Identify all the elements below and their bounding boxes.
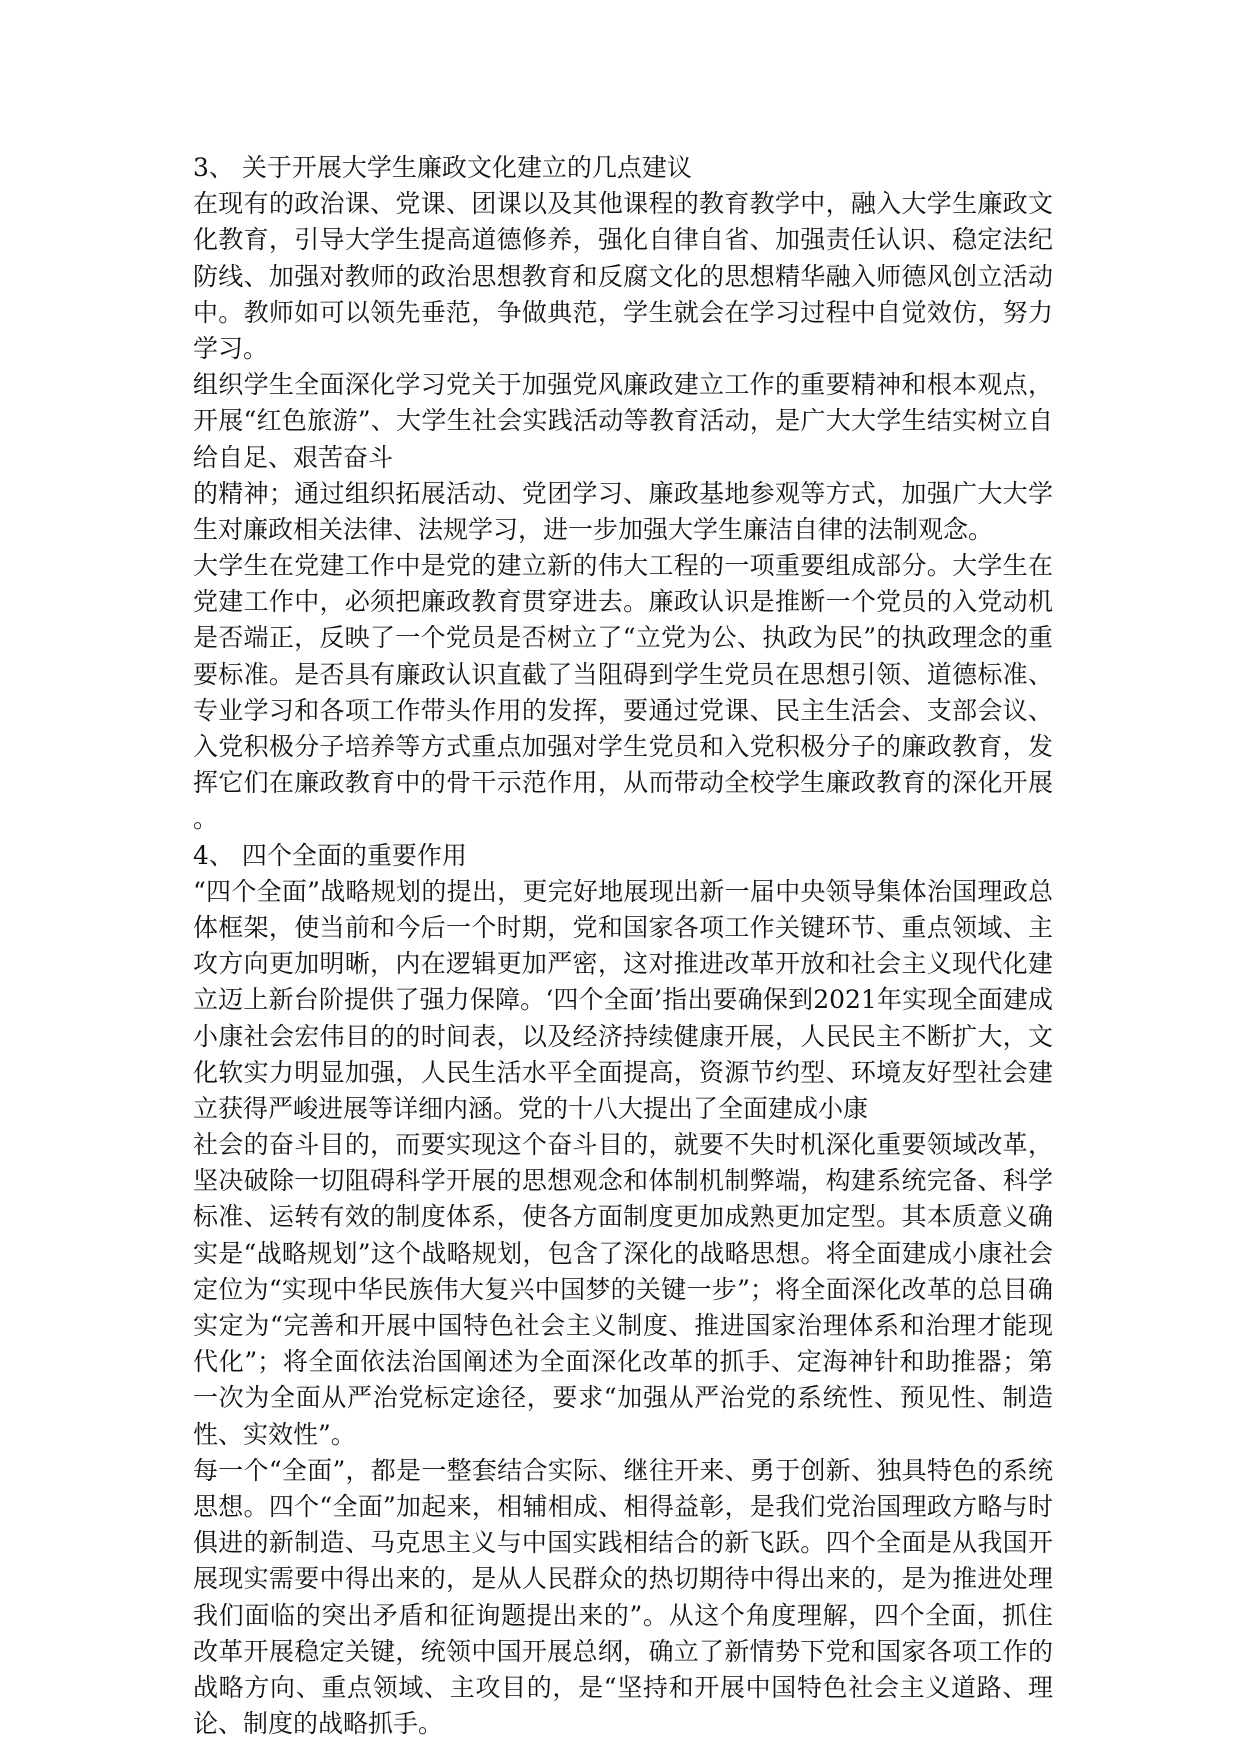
text-line: 实是“战略规划”这个战略规划，包含了深化的战略思想。将全面建成小康社会 xyxy=(193,1238,1053,1268)
text-line: 化教育，引导大学生提高道德修养，强化自律自省、加强责任认识、稳定法纪 xyxy=(193,225,1053,255)
text-line: 要标准。是否具有廉政认识直截了当阻碍到学生党员在思想引领、道德标准、 xyxy=(193,659,1053,689)
text-line: 中。教师如可以领先垂范，争做典范，学生就会在学习过程中自觉效仿，努力 xyxy=(193,297,1053,327)
document-body xyxy=(193,150,1053,1742)
text-line: 攻方向更加明晰，内在逻辑更加严密，这对推进改革开放和社会主义现代化建 xyxy=(193,949,1053,979)
text-line: 战略方向、重点领域、主攻目的，是“坚持和开展中国特色社会主义道路、理 xyxy=(193,1672,1053,1702)
text-line: 入党积极分子培养等方式重点加强对学生党员和入党积极分子的廉政教育，发 xyxy=(193,732,1053,761)
text-line: 。 xyxy=(193,804,219,834)
text-line: 改革开展稳定关键，统领中国开展总纲，确立了新情势下党和国家各项工作的 xyxy=(193,1636,1053,1666)
text-line: 挥它们在廉政教育中的骨干示范作用，从而带动全校学生廉政教育的深化开展 xyxy=(193,768,1053,798)
text-line: 俱进的新制造、马克思主义与中国实践相结合的新飞跃。四个全面是从我国开 xyxy=(193,1528,1053,1558)
section-heading: 3、 关于开展大学生廉政文化建立的几点建议 xyxy=(193,153,692,182)
text-line: 实定为“完善和开展中国特色社会主义制度、推进国家治理体系和治理才能现 xyxy=(193,1311,1053,1340)
text-line: 性、实效性”。 xyxy=(193,1419,356,1449)
text-line: 一次为全面从严治党标定途径，要求“加强从严治党的系统性、预见性、制造 xyxy=(193,1383,1053,1413)
text-line: 组织学生全面深化学习党关于加强党风廉政建立工作的重要精神和根本观点， xyxy=(193,370,1053,400)
text-line: 展现实需要中得出来的，是从人民群众的热切期待中得出来的，是为推进处理 xyxy=(193,1564,1053,1594)
text-line: 是否端正，反映了一个党员是否树立了“立党为公、执政为民”的执政理念的重 xyxy=(193,623,1053,653)
paragraph xyxy=(193,1453,1053,1743)
text-line: 我们面临的突出矛盾和征询题提出来的”。从这个角度理解，四个全面，抓住 xyxy=(193,1600,1053,1630)
text-line: 小康社会宏伟目的的时间表，以及经济持续健康开展，人民民主不断扩大，文 xyxy=(193,1021,1053,1051)
text-line: 的精神；通过组织拓展活动、党团学习、廉政基地参观等方式，加强广大大学 xyxy=(193,478,1053,508)
text-line: 防线、加强对教师的政治思想教育和反腐文化的思想精华融入师德风创立活动 xyxy=(193,261,1053,291)
paragraph xyxy=(193,1127,1053,1453)
text-line: “四个全面”战略规划的提出，更完好地展现出新一届中央领导集体治国理政总 xyxy=(193,876,1053,906)
paragraph xyxy=(193,548,1053,838)
paragraph xyxy=(193,476,1053,548)
text-line: 标准、运转有效的制度体系，使各方面制度更加成熟更加定型。其本质意义确 xyxy=(193,1202,1053,1232)
text-line: 思想。四个“全面”加起来，相辅相成、相得益彰，是我们党治国理政方略与时 xyxy=(193,1491,1053,1521)
text-line: 立迈上新台阶提供了强力保障。‘四个全面’指出要确保到2021年实现全面建成 xyxy=(193,985,1053,1015)
text-line: 定位为“实现中华民族伟大复兴中国梦的关键一步”；将全面深化改革的总目确 xyxy=(193,1274,1053,1304)
text-line: 在现有的政治课、党课、团课以及其他课程的教育教学中，融入大学生廉政文 xyxy=(193,189,1053,219)
text-line: 大学生在党建工作中是党的建立新的伟大工程的一项重要组成部分。大学生在 xyxy=(193,551,1053,581)
text-line: 学习。 xyxy=(193,333,269,363)
text-line: 给自足、艰苦奋斗 xyxy=(193,442,394,472)
text-line: 体框架，使当前和今后一个时期，党和国家各项工作关键环节、重点领域、主 xyxy=(193,912,1053,942)
section-heading: 4、 四个全面的重要作用 xyxy=(193,840,467,870)
text-line: 开展“红色旅游”、大学生社会实践活动等教育活动，是广大大学生结实树立自 xyxy=(193,406,1053,436)
text-line: 党建工作中，必须把廉政教育贯穿进去。廉政认识是推断一个党员的入党动机 xyxy=(193,587,1053,617)
text-line: 坚决破除一切阻碍科学开展的思想观念和体制机制弊端，构建系统完备、科学 xyxy=(193,1166,1053,1196)
text-line: 化软实力明显加强，人民生活水平全面提高，资源节约型、环境友好型社会建 xyxy=(193,1057,1053,1087)
text-line: 论、制度的战略抓手。 xyxy=(193,1709,444,1739)
text-line: 专业学习和各项工作带头作用的发挥，要通过党课、民主生活会、支部会议、 xyxy=(193,695,1053,725)
text-line: 生对廉政相关法律、法规学习，进一步加强大学生廉洁自律的法制观念。 xyxy=(193,514,994,544)
text-line: 代化”；将全面依法治国阐述为全面深化改革的抓手、定海神针和助推器；第 xyxy=(193,1347,1053,1377)
text-line: 立获得严峻进展等详细内涵。党的十八大提出了全面建成小康 xyxy=(193,1093,869,1123)
paragraph xyxy=(193,367,1053,476)
text-line: 社会的奋斗目的，而要实现这个奋斗目的，就要不失时机深化重要领域改革， xyxy=(193,1130,1053,1160)
paragraph xyxy=(193,186,1053,367)
paragraph xyxy=(193,874,1053,1127)
text-line: 每一个“全面”，都是一整套结合实际、继往开来、勇于创新、独具特色的系统 xyxy=(193,1455,1053,1485)
